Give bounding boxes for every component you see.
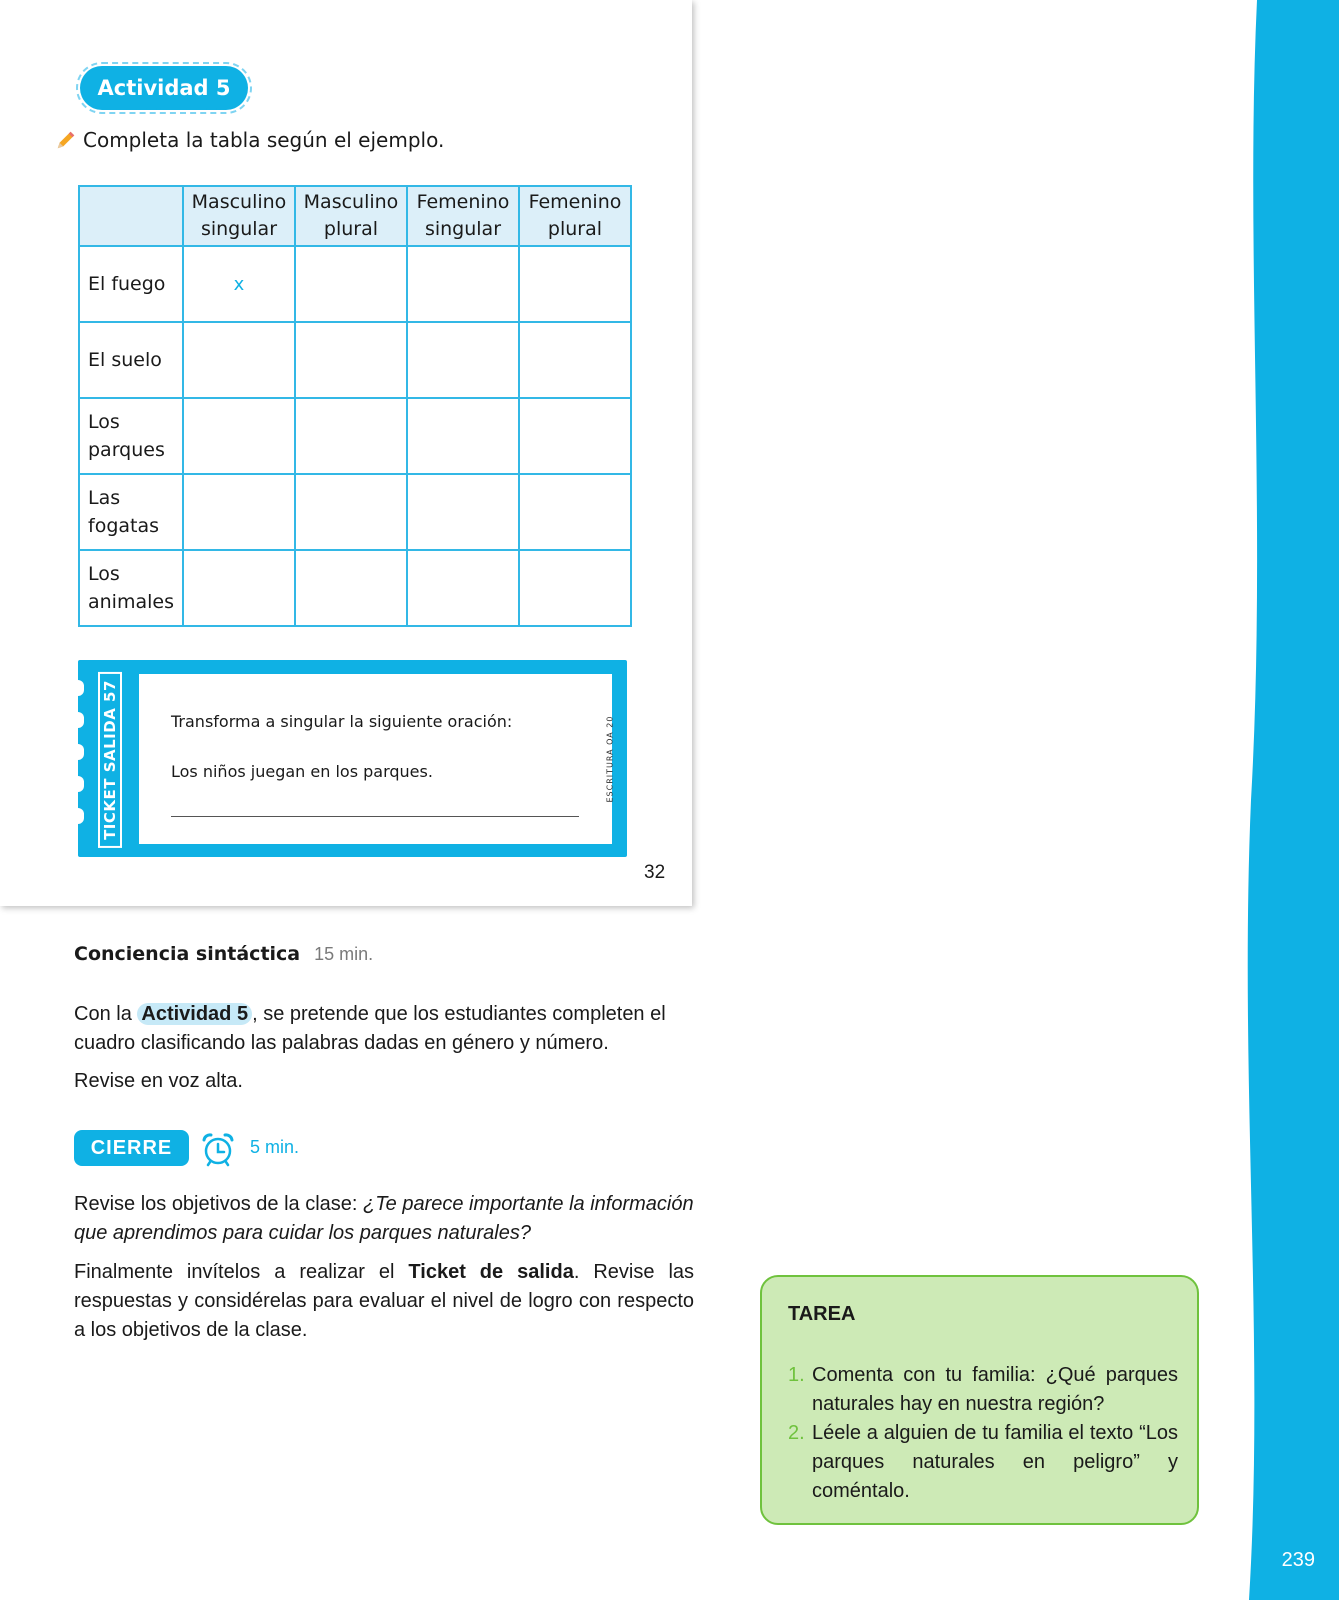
table-cell xyxy=(407,246,519,322)
row-label: El suelo xyxy=(79,322,183,398)
ticket-notch xyxy=(72,776,84,792)
table-cell xyxy=(295,474,407,550)
table-cell xyxy=(519,474,631,550)
row-label: Los animales xyxy=(79,550,183,626)
table-cell xyxy=(183,474,295,550)
table-header-row xyxy=(79,186,631,246)
ticket-body xyxy=(139,674,615,844)
classification-table xyxy=(78,185,632,627)
instruction xyxy=(55,128,444,152)
page-number: 239 xyxy=(1281,1549,1315,1571)
section-title: Conciencia sintáctica xyxy=(74,943,301,965)
table-cell xyxy=(183,322,295,398)
ticket-prompt: Transforma a singular la siguiente oración: xyxy=(171,712,513,731)
alarm-clock-icon xyxy=(200,1131,236,1167)
homework-list xyxy=(788,1361,1178,1506)
instruction-text: Completa la tabla según el ejemplo. xyxy=(83,128,445,152)
ticket-notch xyxy=(72,808,84,824)
table-cell xyxy=(295,398,407,474)
column-header: Masculino singular xyxy=(183,186,295,246)
ticket-sentence: Los niños juegan en los parques. xyxy=(171,762,433,781)
pencil-icon xyxy=(55,129,77,151)
homework-title: TAREA xyxy=(788,1303,856,1325)
ticket-notch xyxy=(72,712,84,728)
student-page xyxy=(0,0,692,906)
paragraph-activity: Con la Actividad 5 , se pretende que los estudiantes completen el cuadro clasificando las palabras dadas en género y número. xyxy=(74,1003,666,1054)
table-row xyxy=(79,398,631,474)
paragraph-ticket: Finalmente invítelos a realizar el Ticket de salida. Revise las respuestas y considérelas para evaluar el nivel de logro con respecto a los objetivos de la clase. xyxy=(74,1261,695,1341)
ticket-notch xyxy=(72,744,84,760)
table-cell xyxy=(407,322,519,398)
activity-highlight: Actividad 5 xyxy=(137,1003,252,1025)
table-cell xyxy=(407,398,519,474)
activity-badge: Actividad 5 xyxy=(80,66,248,110)
list-item: 2. Léele a alguien de tu familia el texto “Los parques naturales en peligro” y coméntalo. xyxy=(788,1422,1178,1502)
ticket-label: TICKET SALIDA 57 xyxy=(98,672,122,848)
side-color-band xyxy=(1239,0,1339,1600)
table-cell xyxy=(519,398,631,474)
ticket-mention: Ticket de salida xyxy=(408,1261,574,1283)
table-row xyxy=(79,550,631,626)
table-cell xyxy=(519,550,631,626)
cierre-time: 5 min. xyxy=(250,1137,300,1157)
objectives-question: ¿Te parece importante la información que aprendimos para cuidar los parques naturales? xyxy=(74,1193,694,1244)
table-corner-cell xyxy=(79,186,183,246)
table-row xyxy=(79,474,631,550)
cierre-badge: CIERRE xyxy=(74,1130,189,1166)
table-cell xyxy=(407,550,519,626)
table-cell xyxy=(407,474,519,550)
section-heading xyxy=(74,943,373,965)
table-cell xyxy=(295,246,407,322)
table-cell xyxy=(519,246,631,322)
paragraph-review: Revise en voz alta. xyxy=(74,1070,243,1092)
exit-ticket xyxy=(78,660,627,857)
section-time: 15 min. xyxy=(314,944,374,964)
column-header: Masculino plural xyxy=(295,186,407,246)
student-page-number: 32 xyxy=(644,862,666,883)
row-label: Las fogatas xyxy=(79,474,183,550)
table-cell xyxy=(295,322,407,398)
ticket-code: ESCRITURA OA 20 xyxy=(605,715,615,803)
table-cell xyxy=(295,550,407,626)
table-row xyxy=(79,322,631,398)
row-label: El fuego xyxy=(79,246,183,322)
list-item: 1. Comenta con tu familia: ¿Qué parques naturales hay en nuestra región? xyxy=(788,1364,1178,1415)
table-cell xyxy=(183,550,295,626)
table-cell xyxy=(519,322,631,398)
column-header: Femenino singular xyxy=(407,186,519,246)
ticket-notch xyxy=(72,680,84,696)
homework-box xyxy=(760,1275,1199,1525)
row-label: Los parques xyxy=(79,398,183,474)
table-cell: x xyxy=(183,246,295,322)
table-cell xyxy=(183,398,295,474)
column-header: Femenino plural xyxy=(519,186,631,246)
table-row xyxy=(79,246,631,322)
answer-line xyxy=(171,816,579,817)
paragraph-objectives: Revise los objetivos de la clase: ¿Te parece importante la información que aprendimos para cuidar los parques naturales? xyxy=(74,1193,694,1244)
